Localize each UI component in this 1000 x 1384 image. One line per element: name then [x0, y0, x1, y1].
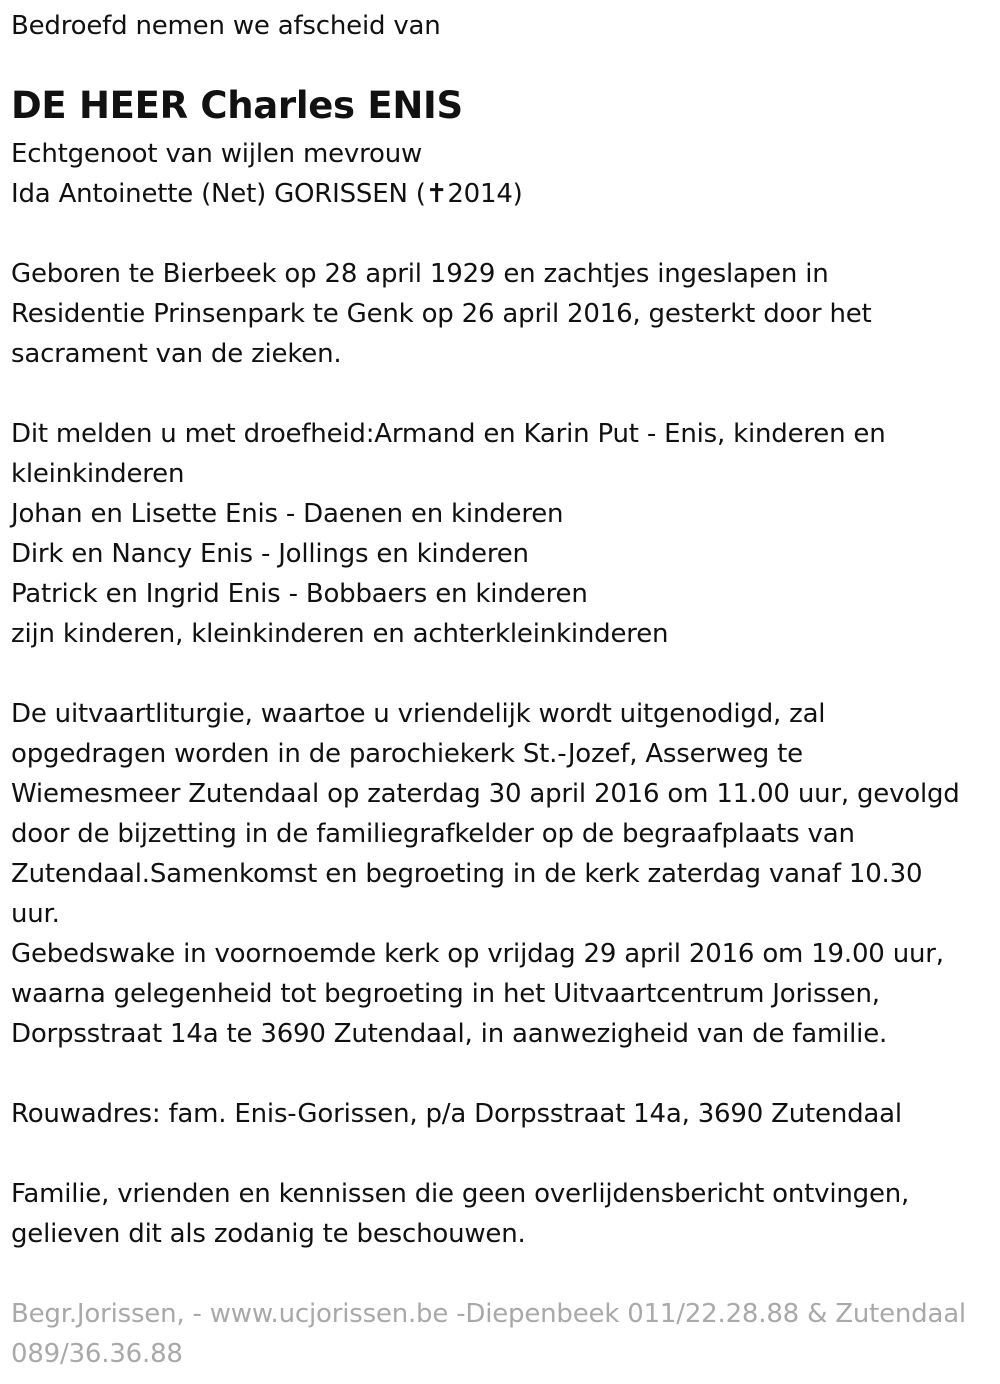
- funeral-section: [11, 694, 960, 1054]
- birth-death-section: [11, 254, 872, 374]
- closing-section: [11, 1174, 909, 1254]
- family-line: zijn kinderen, kleinkinderen en achterkleinkinderen: [11, 619, 669, 649]
- funeral-line: De uitvaartliturgie, waartoe u vriendelijk wordt uitgenodigd, zal: [11, 699, 826, 729]
- family-line: Patrick en Ingrid Enis - Bobbaers en kinderen: [11, 579, 588, 609]
- spouse-name: Ida Antoinette (Net) GORISSEN (: [11, 179, 426, 209]
- spouse-line-1: Echtgenoot van wijlen mevrouw: [11, 139, 423, 169]
- closing-line: gelieven dit als zodanig te beschouwen.: [11, 1219, 526, 1249]
- footer-line: Begr.Jorissen, - www.ucjorissen.be -Diepenbeek 011/22.28.88 & Zutendaal: [11, 1299, 966, 1329]
- family-line: kleinkinderen: [11, 459, 185, 489]
- birth-line: Residentie Prinsenpark te Genk op 26 april 2016, gesterkt door het: [11, 299, 872, 329]
- intro-text: Bedroefd nemen we afscheid van: [11, 11, 441, 41]
- family-section: [11, 414, 886, 654]
- birth-line: sacrament van de zieken.: [11, 339, 342, 369]
- spouse-line-2: [11, 174, 523, 214]
- family-line: Dirk en Nancy Enis - Jollings en kinderen: [11, 539, 529, 569]
- closing-line: Familie, vrienden en kennissen die geen overlijdensbericht ontvingen,: [11, 1179, 910, 1209]
- funeral-line: opgedragen worden in de parochiekerk St.-Jozef, Asserweg te: [11, 739, 803, 769]
- spouse-section: [11, 134, 523, 214]
- funeral-line: door de bijzetting in de familiegrafkelder op de begraafplaats van: [11, 819, 855, 849]
- funeral-line: waarna gelegenheid tot begroeting in het Uitvaartcentrum Jorissen,: [11, 979, 880, 1009]
- funeral-line: uur.: [11, 899, 60, 929]
- mourning-address: Rouwadres: fam. Enis-Gorissen, p/a Dorpsstraat 14a, 3690 Zutendaal: [11, 1099, 902, 1129]
- family-line: Johan en Lisette Enis - Daenen en kinderen: [11, 499, 564, 529]
- birth-line: Geboren te Bierbeek op 28 april 1929 en zachtjes ingeslapen in: [11, 259, 829, 289]
- cross-icon: ✝: [425, 179, 448, 209]
- family-line: Dit melden u met droefheid:Armand en Karin Put - Enis, kinderen en: [11, 419, 886, 449]
- mourning-address-section: [11, 1094, 902, 1134]
- footer-line: 089/36.36.88: [11, 1339, 183, 1369]
- funeral-line: Wiemesmeer Zutendaal op zaterdag 30 april 2016 om 11.00 uur, gevolgd: [11, 779, 960, 809]
- deceased-name: DE HEER Charles ENIS: [11, 84, 463, 127]
- spouse-death-year: 2014): [447, 179, 523, 209]
- funeral-line: Zutendaal.Samenkomst en begroeting in de kerk zaterdag vanaf 10.30: [11, 859, 923, 889]
- funeral-home-footer: [11, 1294, 966, 1374]
- funeral-line: Dorpsstraat 14a te 3690 Zutendaal, in aanwezigheid van de familie.: [11, 1019, 888, 1049]
- funeral-line: Gebedswake in voornoemde kerk op vrijdag 29 april 2016 om 19.00 uur,: [11, 939, 944, 969]
